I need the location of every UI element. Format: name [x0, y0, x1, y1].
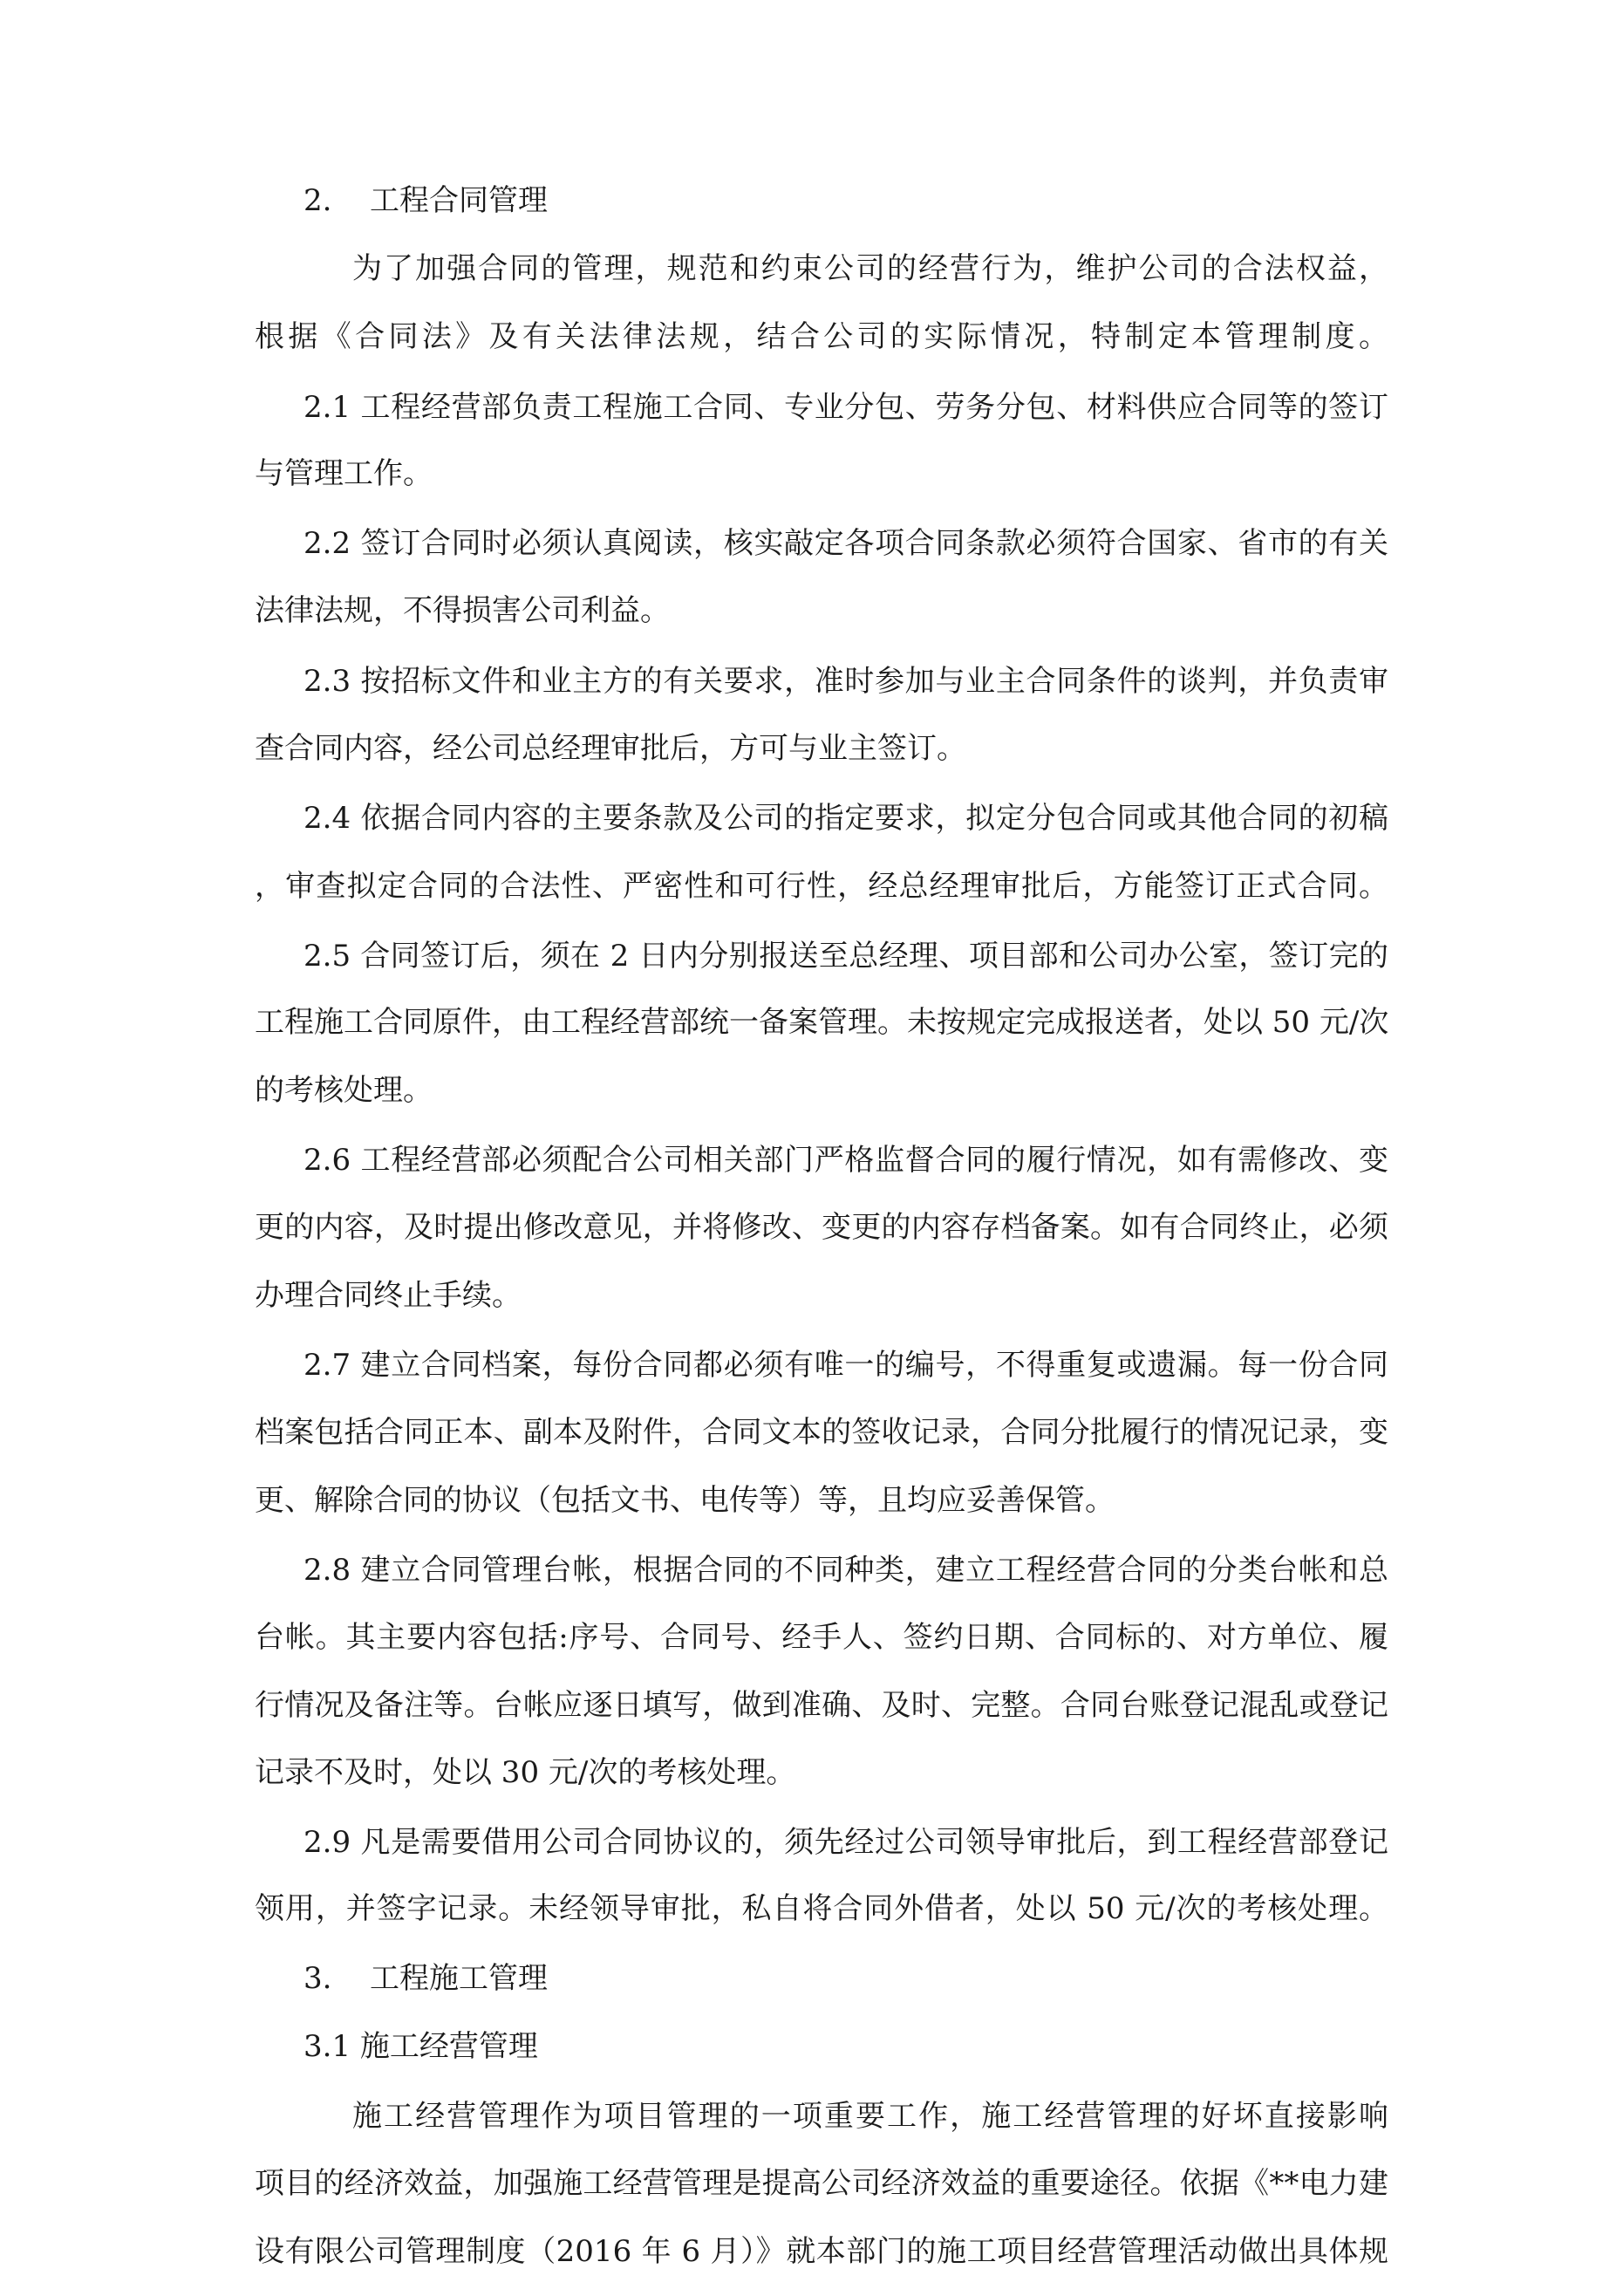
clause-2-3-line-2: 查合同内容，经公司总经理审批后，方可与业主签订。	[255, 731, 966, 766]
subsection-3-1-heading: 3.1 施工经营管理	[303, 2029, 538, 2064]
clause-2-8-line-2: 台帐。其主要内容包括:序号、合同号、经手人、签约日期、合同标的、对方单位、履	[255, 1620, 1388, 1655]
section-title: 工程施工管理	[370, 1961, 548, 1996]
clause-2-7-line-2: 档案包括合同正本、副本及附件，合同文本的签收记录，合同分批履行的情况记录，变	[255, 1415, 1388, 1450]
clause-2-8-line-3: 行情况及备注等。台帐应逐日填写，做到准确、及时、完整。合同台账登记混乱或登记	[255, 1688, 1388, 1723]
clause-2-7-line-3: 更、解除合同的协议（包括文书、电传等）等，且均应妥善保管。	[255, 1483, 1115, 1518]
clause-2-8-line-1: 2.8 建立合同管理台帐，根据合同的不同种类，建立工程经营合同的分类台帐和总	[303, 1553, 1388, 1588]
clause-2-1-line-1: 2.1 工程经营部负责工程施工合同、专业分包、劳务分包、材料供应合同等的签订	[303, 390, 1388, 425]
section-title: 工程合同管理	[370, 183, 548, 218]
clause-2-4-line-2: ，审查拟定合同的合法性、严密性和可行性，经总经理审批后，方能签订正式合同。	[255, 869, 1388, 904]
clause-2-2-line-1: 2.2 签订合同时必须认真阅读，核实敲定各项合同条款必须符合国家、省市的有关	[303, 526, 1388, 561]
section-3-para-line-2: 项目的经济效益，加强施工经营管理是提高公司经济效益的重要途径。依据《**电力建	[255, 2166, 1388, 2201]
clause-2-5-line-2: 工程施工合同原件，由工程经营部统一备案管理。未按规定完成报送者，处以 50 元/次	[255, 1005, 1389, 1040]
intro-line-1: 为了加强合同的管理，规范和约束公司的经营行为，维护公司的合法权益，	[352, 251, 1388, 286]
section-3-para-line-1: 施工经营管理作为项目管理的一项重要工作，施工经营管理的好坏直接影响	[352, 2099, 1388, 2134]
clause-2-5-line-1: 2.5 合同签订后，须在 2 日内分别报送至总经理、项目部和公司办公室，签订完的	[303, 939, 1388, 974]
clause-2-3-line-1: 2.3 按招标文件和业主方的有关要求，准时参加与业主合同条件的谈判，并负责审	[303, 664, 1388, 699]
clause-2-6-line-3: 办理合同终止手续。	[255, 1278, 522, 1313]
intro-line-2: 根据《合同法》及有关法律法规，结合公司的实际情况，特制定本管理制度。	[255, 319, 1388, 354]
clause-2-4-line-1: 2.4 依据合同内容的主要条款及公司的指定要求，拟定分包合同或其他合同的初稿	[303, 801, 1388, 836]
section-number: 3.	[303, 1961, 332, 1996]
clause-2-5-line-3: 的考核处理。	[255, 1073, 433, 1108]
clause-2-9-line-1: 2.9 凡是需要借用公司合同协议的，须先经过公司领导审批后，到工程经营部登记	[303, 1825, 1388, 1860]
clause-2-1-line-2: 与管理工作。	[255, 456, 433, 491]
section-3-para-line-3: 设有限公司管理制度（2016 年 6 月）》就本部门的施工项目经营管理活动做出具体规	[255, 2234, 1388, 2269]
clause-2-8-line-4: 记录不及时，处以 30 元/次的考核处理。	[255, 1755, 796, 1790]
clause-2-6-line-2: 更的内容，及时提出修改意见，并将修改、变更的内容存档备案。如有合同终止，必须	[255, 1210, 1388, 1245]
clause-2-9-line-2: 领用，并签字记录。未经领导审批，私自将合同外借者，处以 50 元/次的考核处理。	[255, 1891, 1388, 1926]
section-number: 2.	[303, 183, 332, 218]
clause-2-7-line-1: 2.7 建立合同档案，每份合同都必须有唯一的编号，不得重复或遗漏。每一份合同	[303, 1348, 1388, 1383]
clause-2-2-line-2: 法律法规，不得损害公司利益。	[255, 593, 670, 628]
clause-2-6-line-1: 2.6 工程经营部必须配合公司相关部门严格监督合同的履行情况，如有需修改、变	[303, 1143, 1388, 1178]
